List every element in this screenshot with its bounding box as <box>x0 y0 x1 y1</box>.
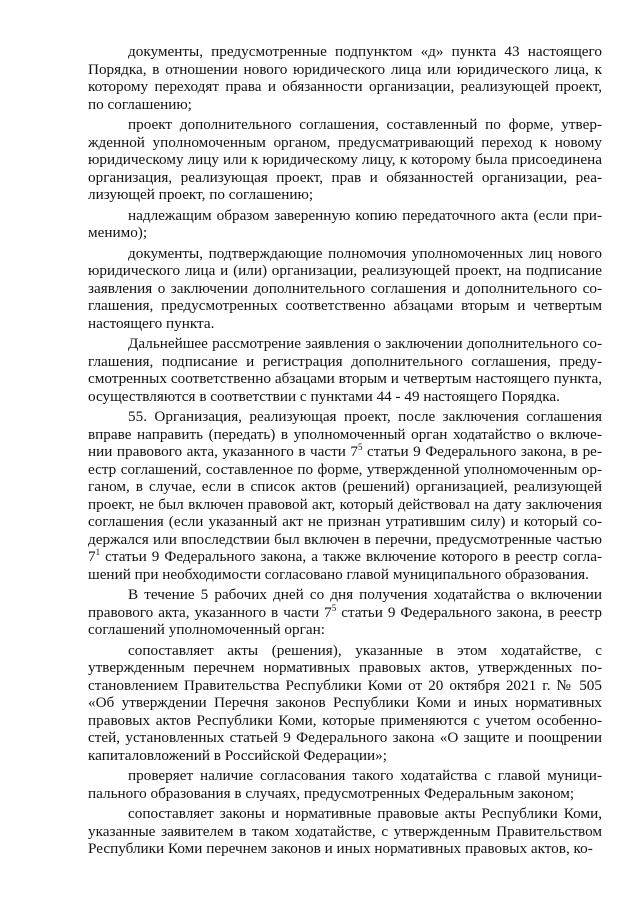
superscript: 1 <box>95 546 101 557</box>
text-run: статьи 9 Федерального закона, а также включение которого в реестр соглашений при необходимости согласовано главой муниципального образования. <box>88 548 602 583</box>
text-run: статьи 9 Федерального закона, в реестр соглашений уполномоченный орган: <box>88 603 602 638</box>
text-run: статьи 9 Федерального закона, в реестр соглашений, составленное по форме, утвержденной уполномоченным органом, в случае, если в список актов (решений) организацией, реализующей проект, не был включен правовой акт, который действовал на дату заключения соглашения (если указанный акт не признан утратившим силу) и который содержался или впоследствии был включен в перечни, предусмотренные частью 7 <box>88 443 602 565</box>
superscript: 5 <box>358 441 363 452</box>
paragraph: проверяет наличие согласования такого ходатайства с главой муниципального образования в случаях, предусмотренных Федеральным законом; <box>88 767 602 802</box>
paragraph-clause-55 <box>88 408 602 583</box>
paragraph: документы, подтверждающие полномочия уполномоченных лиц нового юридического лица и (или) организации, реализующей проект, на подписание заявления о заключении дополнительного соглашения и дополнительного соглашения, предусмотренных соответственно абзацами вторым и четвертым настоящего пункта. <box>88 244 602 332</box>
superscript: 5 <box>331 602 337 613</box>
paragraph: документы, предусмотренные подпунктом «д» пункта 43 настоящего Порядка, в отношении нового юридического лица или юридического лица, к которому переходят права и обязанности организации, реализующей проект, по соглашению; <box>88 43 602 113</box>
text-run: В течение 5 рабочих дней со дня получения ходатайства о включении правового акта, указанного в части 7 <box>88 586 602 621</box>
paragraph: проект дополнительного соглашения, составленный по форме, утвержденной уполномоченным органом, предусматривающий переход к новому юридическому лицу или к юридическому лицу, к которому была присоединена организация, реализующая проект, прав и обязанностей организации, реализующей проект, по соглашению; <box>88 116 602 203</box>
text-run: 55. Организация, реализующая проект, после заключения соглашения вправе направить (передать) в уполномоченный орган ходатайство о включении правового акта, указанного в части 7 <box>88 408 602 460</box>
paragraph: сопоставляет акты (решения), указанные в этом ходатайстве, с утвержденным перечнем нормативных правовых актов, утвержденных постановлением Правительства Республики Коми от 20 октября 2021 г. № 505 «Об утверждении Перечня законов Республики Коми и иных нормативных правовых актов Республики Коми, которые применяются с учетом особенностей, установленных статьей 9 Федерального закона «О защите и поощрении капиталовложений в Российской Федерации»; <box>88 641 602 764</box>
paragraph: Дальнейшее рассмотрение заявления о заключении дополнительного соглашения, подписание и регистрация дополнительного соглашения, предусмотренных соответственно абзацами вторым и четвертым настоящего пункта, осуществляются в соответствии с пунктами 44 - 49 настоящего Порядка. <box>88 335 602 405</box>
paragraph: надлежащим образом заверенную копию передаточного акта (если применимо); <box>88 206 602 241</box>
paragraph: сопоставляет законы и нормативные правовые акты Республики Коми, указанные заявителем в таком ходатайстве, с утвержденным Правительством Республики Коми перечнем законов и иных нормативных правовых актов, ко- <box>88 805 602 857</box>
paragraph <box>88 586 602 639</box>
